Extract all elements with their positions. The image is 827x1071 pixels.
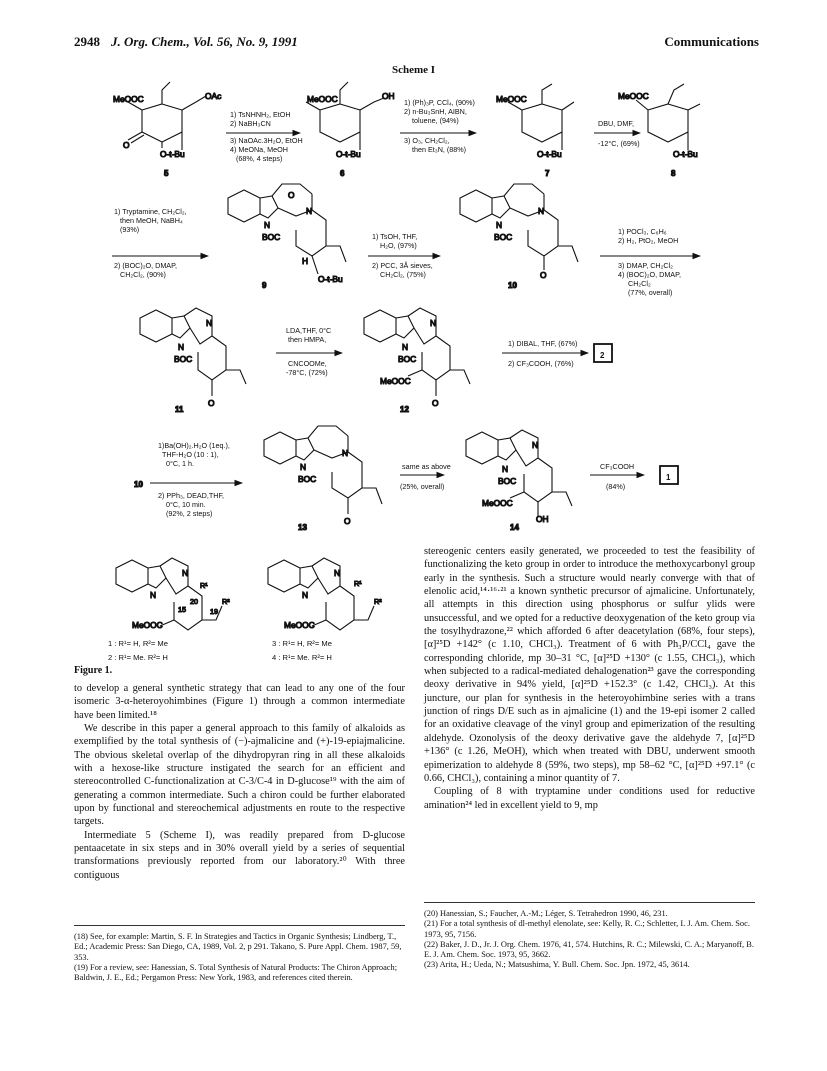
paragraph: We describe in this paper a general approach to this family of alkaloids as exemplified by the total synthesis of (−)-ajmalicine and (+)-19-epiajmalicine. The obvious skeletal overlap of the dihydropyran ring in all these alkaloids with a hexose-like structure instigated the search for an efficient and stereocontrolled C-functionalization at C-3/C-4 in D-glucose¹⁹ with the aim of generating a common intermediate. Such a chiron could be further elaborated upon by functional and stereochemical adjustments en route to the respective targets. bbox=[74, 723, 405, 828]
cond: 3) DMAP, CH₂Cl₂ bbox=[618, 261, 673, 270]
cond: 0°C, 10 min. bbox=[166, 500, 206, 509]
group-meooc: MeOOC bbox=[113, 94, 144, 104]
figure-caption: Figure 1. bbox=[74, 665, 113, 676]
cond: then MeOH, NaBH₄ bbox=[120, 216, 183, 225]
group-boc: BOC bbox=[494, 232, 513, 242]
cond: then Et₃N, (88%) bbox=[412, 145, 467, 154]
section-name: Communications bbox=[664, 34, 759, 49]
structure-13 bbox=[264, 426, 382, 514]
structure-11 bbox=[140, 308, 246, 396]
target-label-2: 2 bbox=[600, 351, 605, 360]
group-o: O bbox=[432, 398, 439, 408]
label-pos20: 20 bbox=[190, 597, 198, 606]
group-o: O bbox=[208, 398, 215, 408]
cond: 3) NaOAc.3H₂O, EtOH bbox=[230, 136, 303, 145]
left-column-text bbox=[74, 682, 405, 882]
group-boc: BOC bbox=[262, 232, 281, 242]
group-n: N bbox=[502, 464, 509, 474]
cond: CF₃COOH bbox=[600, 462, 635, 471]
group-o: O bbox=[540, 270, 547, 280]
footnote-21: (21) For a total synthesis of dl-methyl elenolate, see: Kelly, R. C.; Schletter, I. J. Am. Chem. Soc. 1973, 95, 7156. bbox=[424, 919, 750, 939]
group-n: N bbox=[206, 318, 213, 328]
cond: 1) POCl₃, C₆H₆ bbox=[618, 227, 667, 236]
group-o: O bbox=[288, 190, 295, 200]
journal-citation: J. Org. Chem., Vol. 56, No. 9, 1991 bbox=[111, 34, 298, 49]
group-n: N bbox=[150, 590, 157, 600]
group-oac: OAc bbox=[205, 91, 222, 101]
group-n: N bbox=[402, 342, 409, 352]
page-number: 2948 bbox=[74, 34, 100, 49]
compound-label-5: 5 bbox=[164, 169, 169, 178]
cond: then HMPA, bbox=[288, 335, 327, 344]
cond: 2) n-Bu₃SnH, AIBN, bbox=[404, 107, 467, 116]
group-n: N bbox=[430, 318, 437, 328]
group-otbu: O-t-Bu bbox=[318, 274, 343, 284]
running-header bbox=[74, 34, 759, 52]
label-r2: R² bbox=[374, 597, 382, 606]
cond: (68%, 4 steps) bbox=[236, 154, 283, 163]
cond: (25%, overall) bbox=[400, 482, 445, 491]
paragraph: Intermediate 5 (Scheme I), was readily prepared from D-glucose pentaacetate in six steps and in 30% overall yield by a series of sequential transformations previously reported from our laboratory.²⁰ With three contiguous bbox=[74, 829, 405, 881]
structure-10 bbox=[460, 184, 578, 270]
group-boc: BOC bbox=[174, 354, 193, 364]
group-n: N bbox=[334, 568, 341, 578]
compound-label-13: 13 bbox=[298, 523, 307, 532]
group-o: O bbox=[344, 516, 351, 526]
label-pos15: 15 bbox=[178, 605, 186, 614]
group-meooc: MeOOC bbox=[496, 94, 527, 104]
cond: DBU, DMF, bbox=[598, 119, 634, 128]
group-n: N bbox=[302, 590, 309, 600]
cond: 4) (BOC)₂O, DMAP, bbox=[618, 270, 681, 279]
legend-2: 2 : R¹= Me, R²= H bbox=[108, 653, 168, 660]
cond: 1) DIBAL, THF, (67%) bbox=[508, 339, 578, 348]
cond: 2) PPh₃, DEAD,THF, bbox=[158, 491, 225, 500]
footnote-20: (20) Hanessian, S.; Faucher, A.-M.; Léger, S. Tetrahedron 1990, 46, 231. bbox=[424, 909, 668, 918]
group-meooc: MeOOC bbox=[307, 94, 338, 104]
group-n: N bbox=[264, 220, 271, 230]
group-oh: OH bbox=[536, 514, 549, 524]
group-n: N bbox=[496, 220, 503, 230]
paragraph: stereogenic centers easily generated, we proceeded to test the feasibility of functionalizing the keto group in order to introduce the methoxycarbonyl group early in the synthesis. Such a structure would nearly converge with that of elenolic acid,¹⁴·¹⁶·²¹ a known synthetic precursor of ajmalicine. Unfortunately, all attempts in this direction using phosphorus or sulfur ylids were unsuccessful, and we opted for a reductive deoxygenation of the keto group via the tosylhydrazone,²² which afforded 6 after deacetylation (68%, four steps), [α]²⁵D +142° (c 1.10, CHCl₃). Treatment of 6 with Ph₃P/CCl₄ gave the corresponding chloride, mp 30–31 °C, [α]²⁵D +130° (c 1.55, CHCl₃), which when subjected to a radical-mediated dehalogenation²³ gave the corresponding deoxy derivative in 94% yield, [α]²⁵D +152.3° (c 1.42, CHCl₃). At this juncture, our plan for synthesis in the heteroyohimbine series with a trans junction of rings D/E such as in ajmalicine (1) and the 19-epi isomer 2 called for an oxidative cleavage of the vinyl group and epimerization of the resulting aldehyde. Ozonolysis of the deoxy derivative gave the aldehyde 7, [α]²⁵D +136° (c 1.26, MeOH), which when treated with DBU, underwent smooth epimerization to aldehyde 8 (59%, two steps), mp 58–62 °C, [α]²⁵D +97.1° (c 0.66, CHCl₃), containing a minor quantity of 7. bbox=[424, 546, 755, 784]
compound-label-10-ref: 10 bbox=[134, 480, 143, 489]
group-h: H bbox=[302, 256, 309, 266]
label-r1: R¹ bbox=[354, 579, 362, 588]
cond: (92%, 2 steps) bbox=[166, 509, 213, 518]
cond: 2) H₂, PtO₂, MeOH bbox=[618, 236, 679, 245]
cond: 1) Tryptamine, CH₂Cl₂, bbox=[114, 207, 187, 216]
group-otbu: O-t-Bu bbox=[537, 149, 562, 159]
compound-label-12: 12 bbox=[400, 405, 409, 414]
group-oh: OH bbox=[382, 91, 395, 101]
label-pos19: 19 bbox=[210, 607, 218, 616]
cond: (93%) bbox=[120, 225, 140, 234]
legend-3: 3 : R¹= H, R²= Me bbox=[272, 639, 332, 648]
cond: 1) TsNHNH₂, EtOH bbox=[230, 110, 291, 119]
structure-9 bbox=[228, 184, 346, 274]
cond: 1) TsOH, THF, bbox=[372, 232, 418, 241]
right-column-text bbox=[424, 545, 755, 812]
paragraph: Coupling of 8 with tryptamine under conditions used for reductive amination²⁴ led in excellent yield to 9, mp bbox=[424, 786, 755, 811]
group-n: N bbox=[532, 440, 539, 450]
label-r1: R¹ bbox=[200, 581, 208, 590]
compound-label-7: 7 bbox=[545, 169, 550, 178]
cond: 0°C, 1 h. bbox=[166, 459, 195, 468]
group-meooc: MeOOC bbox=[132, 620, 163, 630]
compound-label-10: 10 bbox=[508, 281, 517, 290]
compound-label-6: 6 bbox=[340, 169, 345, 178]
group-n: N bbox=[306, 206, 313, 216]
group-boc: BOC bbox=[298, 474, 317, 484]
structure-6 bbox=[306, 82, 384, 150]
group-otbu: O-t-Bu bbox=[673, 149, 698, 159]
cond: 2) PCC, 3Å sieves, bbox=[372, 261, 433, 270]
group-n: N bbox=[538, 206, 545, 216]
cond: (84%) bbox=[606, 482, 626, 491]
cond: 1) (Ph)₃P, CCl₄, (90%) bbox=[404, 98, 475, 107]
footnote-22: (22) Baker, J. D., Jr. J. Org. Chem. 1976, 41, 574. Hutchins, R. C.; Milewski, C. A.; Maryanoff, B. E. J. Am. Chem. Soc. 1973, 95, 3662. bbox=[424, 939, 754, 960]
target-label-1: 1 bbox=[666, 473, 671, 482]
cond: -78°C, (72%) bbox=[286, 368, 328, 377]
cond: CH₂Cl₂ bbox=[628, 279, 651, 288]
cond: 4) MeONa, MeOH bbox=[230, 145, 288, 154]
group-boc: BOC bbox=[498, 476, 517, 486]
cond: CNCOOMe, bbox=[288, 359, 327, 368]
scheme-title: Scheme I bbox=[391, 64, 436, 76]
group-otbu: O-t-Bu bbox=[160, 149, 185, 159]
cond: (77%, overall) bbox=[628, 288, 673, 297]
group-meooc: MeOOC bbox=[380, 376, 411, 386]
cond: CH₂Cl₂, (90%) bbox=[120, 270, 166, 279]
cond: 2) CF₃COOH, (76%) bbox=[508, 359, 574, 368]
compound-label-14: 14 bbox=[510, 523, 519, 532]
footnote-23: (23) Arita, H.; Ueda, N.; Matsushima, Y. Bull. Chem. Soc. Jpn. 1972, 45, 3614. bbox=[424, 960, 690, 970]
cond: same as above bbox=[402, 462, 451, 471]
group-n: N bbox=[182, 568, 189, 578]
cond: 1)Ba(OH)₂.H₂O (1eq.), bbox=[158, 441, 230, 450]
cond: -12°C, (69%) bbox=[598, 139, 640, 148]
group-meooc: MeOOC bbox=[284, 620, 315, 630]
footnote-19: (19) For a review, see: Hanessian, S. Total Synthesis of Natural Products: The Chiron Approach; Baldwin, J. E., Ed.; Pergamon Press: New York, 1983, and references cited therein. bbox=[74, 962, 398, 983]
footnote-18: (18) See, for example: Martin, S. F. In Strategies and Tactics in Organic Synthesis; Lindberg, T., Ed.; Academic Press: San Diego, CA, 1989, Vol. 2, p 291. Takano, S. Pure Appl. Chem. 1987, 59, 353. bbox=[74, 932, 402, 962]
cond: H₂O, (97%) bbox=[380, 241, 417, 250]
group-meooc: MeOOC bbox=[482, 498, 513, 508]
footnotes-right bbox=[424, 902, 755, 971]
footnotes-left bbox=[74, 925, 405, 983]
structure-5 bbox=[128, 82, 206, 150]
legend-1: 1 : R¹= H, R²= Me bbox=[108, 639, 168, 648]
cond: LDA,THF, 0°C bbox=[286, 326, 332, 335]
paragraph: to develop a general synthetic strategy that can lead to any one of the four isomeric 3-α-heteroyohimbines (Figure 1) through a common intermediate have been limited.¹⁸ bbox=[74, 683, 405, 721]
group-o: O bbox=[123, 140, 130, 150]
group-meooc: MeOOC bbox=[618, 91, 649, 101]
compound-label-11: 11 bbox=[175, 405, 184, 414]
label-r2: R² bbox=[222, 597, 230, 606]
compound-label-9: 9 bbox=[262, 281, 267, 290]
cond: 3) O₃, CH₂Cl₂, bbox=[404, 136, 450, 145]
cond: THF-H₂O (10 : 1), bbox=[162, 450, 219, 459]
group-n: N bbox=[178, 342, 185, 352]
cond: CH₂Cl₂, (75%) bbox=[380, 270, 426, 279]
legend-4: 4 : R¹= Me, R²= H bbox=[272, 653, 332, 660]
compound-label-8: 8 bbox=[671, 169, 676, 178]
group-otbu: O-t-Bu bbox=[336, 149, 361, 159]
cond: 2) (BOC)₂O, DMAP, bbox=[114, 261, 177, 270]
cond: toluene, (94%) bbox=[412, 116, 459, 125]
group-n: N bbox=[342, 448, 349, 458]
group-boc: BOC bbox=[398, 354, 417, 364]
group-n: N bbox=[300, 462, 307, 472]
cond: 2) NaBH₃CN bbox=[230, 119, 271, 128]
